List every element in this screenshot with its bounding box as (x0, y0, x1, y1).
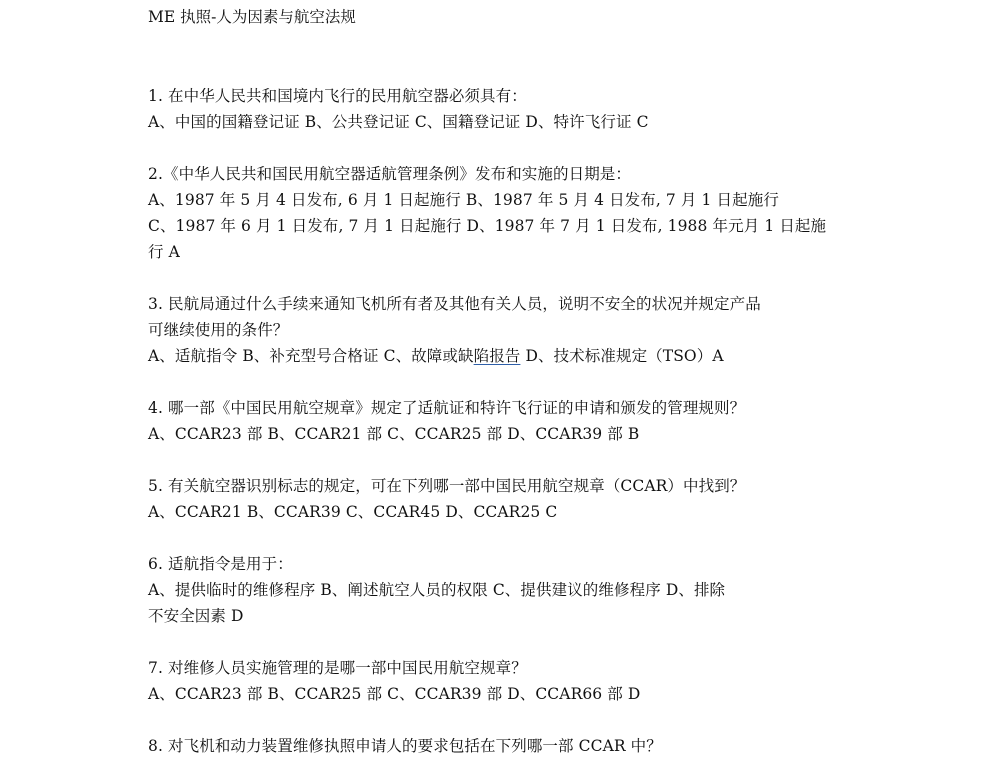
question-1-text: 1. 在中华人民共和国境内飞行的民用航空器必须具有： (148, 87, 527, 105)
question-6-options-line-1: A、提供临时的维修程序 B、阐述航空人员的权限 C、提供建议的维修程序 D、排除 (148, 581, 726, 599)
question-6-options-line-2: 不安全因素 D (148, 607, 244, 625)
question-3-text: 3. 民航局通过什么手续来通知飞机所有者及其他有关人员，说明不安全的状况并规定产品 (148, 295, 761, 313)
question-2-options-line-2: C、1987 年 6 月 1 日发布, 7 月 1 日起施行 D、1987 年 7 月 1 日发布, 1988 年元月 1 日起施 (148, 217, 827, 235)
question-3-options-part-b: D、技术标准规定（TSO）A (520, 347, 724, 365)
question-7-options: A、CCAR23 部 B、CCAR25 部 C、CCAR39 部 D、CCAR66 部 D (148, 685, 641, 703)
question-2-text: 2.《中华人民共和国民用航空器适航管理条例》发布和实施的日期是： (148, 165, 631, 183)
question-5-options: A、CCAR21 B、CCAR39 C、CCAR45 D、CCAR25 C (148, 503, 558, 521)
question-2-options-line-1: A、1987 年 5 月 4 日发布, 6 月 1 日起施行 B、1987 年 5 月 4 日发布, 7 月 1 日起施行 (148, 191, 779, 209)
question-5-text: 5. 有关航空器识别标志的规定，可在下列哪一部中国民用航空规章（CCAR）中找到？ (148, 477, 746, 495)
question-4-options: A、CCAR23 部 B、CCAR21 部 C、CCAR25 部 D、CCAR39 部 B (148, 425, 640, 443)
question-4-text: 4. 哪一部《中国民用航空规章》规定了适航证和特许飞行证的申请和颁发的管理规则？ (148, 399, 746, 417)
question-3-options (148, 346, 724, 366)
document-title: ME 执照-人为因素与航空法规 (148, 8, 356, 26)
question-7-text: 7. 对维修人员实施管理的是哪一部中国民用航空规章？ (148, 659, 527, 677)
question-6-text: 6. 适航指令是用于： (148, 555, 293, 573)
question-3-text-continued: 可继续使用的条件？ (148, 321, 289, 339)
question-8-text: 8. 对飞机和动力装置维修执照申请人的要求包括在下列哪一部 CCAR 中？ (148, 737, 662, 755)
question-2-options-line-3: 行 A (148, 243, 180, 261)
spellcheck-underlined-text: 陷报告 (473, 347, 521, 365)
question-1-options: A、中国的国籍登记证 B、公共登记证 C、国籍登记证 D、特许飞行证 C (148, 113, 649, 131)
question-3-options-part-a: A、适航指令 B、补充型号合格证 C、故障或缺 (148, 347, 474, 365)
